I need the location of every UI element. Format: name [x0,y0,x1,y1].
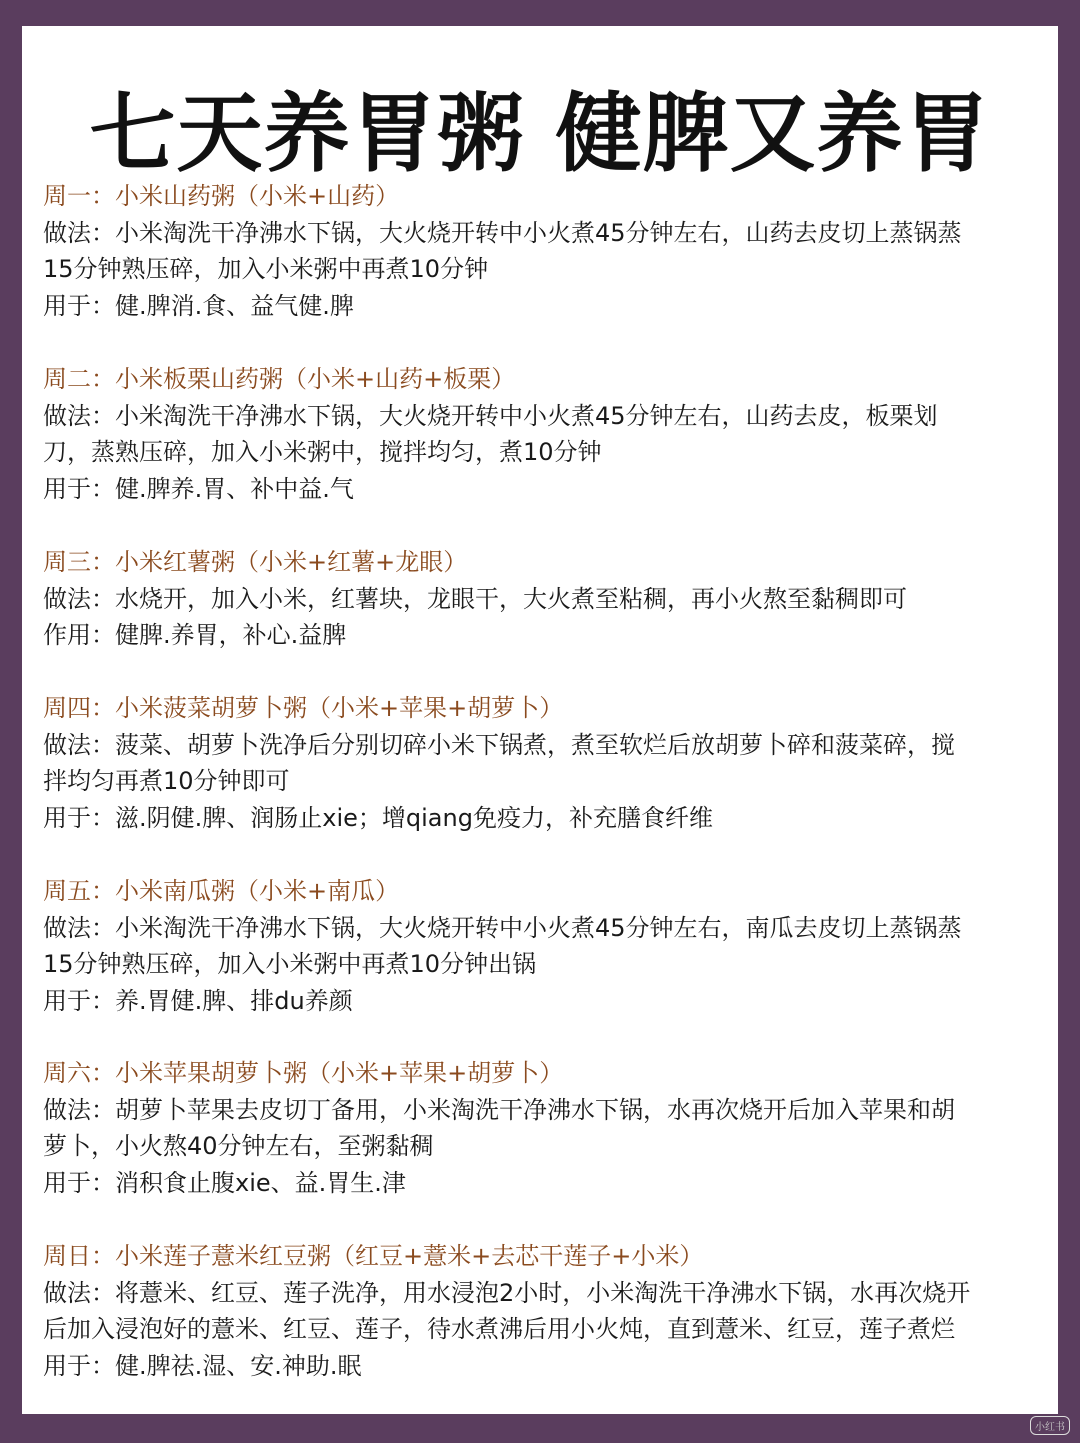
day-monday [43,178,1043,324]
watermark-logo: 小红书 [1030,1416,1070,1435]
day-heading: 周三：小米红薯粥（小米+红薯+龙眼） [43,548,468,576]
usage-line: 用于：健.脾消.食、益气健.脾 [43,291,354,320]
method-line: 做法：水烧开，加入小米，红薯块，龙眼干，大火煮至粘稠，再小火熬至黏稠即可 [43,584,907,613]
usage-line: 用于：健.脾养.胃、补中益.气 [43,474,354,503]
method-line: 拌均匀再煮10分钟即可 [43,767,290,795]
day-heading: 周一：小米山药粥（小米+山药） [43,182,400,210]
day-wednesday [43,544,1043,654]
method-line: 15分钟熟压碎，加入小米粥中再煮10分钟出锅 [43,950,537,978]
day-heading: 周二：小米板栗山药粥（小米+山药+板栗） [43,365,516,393]
day-heading: 周六：小米苹果胡萝卜粥（小米+苹果+胡萝卜） [43,1059,564,1087]
day-heading: 周日：小米莲子薏米红豆粥（红豆+薏米+去芯干莲子+小米） [43,1242,704,1270]
method-line: 刀，蒸熟压碎，加入小米粥中，搅拌均匀，煮10分钟 [43,438,602,466]
method-line: 萝卜，小火熬40分钟左右，至粥黏稠 [43,1132,434,1160]
method-line: 做法：将薏米、红豆、莲子洗净，用水浸泡2小时，小米淘洗干净沸水下锅，水再次烧开 [43,1278,971,1307]
content-card [22,26,1058,1414]
method-line: 后加入浸泡好的薏米、红豆、莲子，待水煮沸后用小火炖，直到薏米、红豆，莲子煮烂 [43,1315,955,1343]
page-title: 七天养胃粥 健脾又养胃 [89,84,991,184]
day-heading: 周五：小米南瓜粥（小米+南瓜） [43,877,400,905]
method-line: 做法：小米淘洗干净沸水下锅，大火烧开转中小火煮45分钟左右，南瓜去皮切上蒸锅蒸 [43,913,962,942]
day-friday [43,873,1043,1019]
day-heading: 周四：小米菠菜胡萝卜粥（小米+苹果+胡萝卜） [43,694,564,722]
usage-line: 作用：健脾.养胃，补心.益脾 [43,621,347,649]
usage-line: 用于：健.脾祛.湿、安.神助.眠 [43,1351,362,1380]
day-saturday [43,1055,1043,1201]
day-sunday [43,1238,1043,1384]
method-line: 做法：小米淘洗干净沸水下锅，大火烧开转中小火煮45分钟左右，山药去皮，板栗划 [43,401,938,430]
method-line: 做法：菠菜、胡萝卜洗净后分别切碎小米下锅煮，煮至软烂后放胡萝卜碎和菠菜碎，搅 [43,730,955,759]
method-line: 做法：胡萝卜苹果去皮切丁备用，小米淘洗干净沸水下锅，水再次烧开后加入苹果和胡 [43,1095,955,1124]
usage-line: 用于：养.胃健.脾、排du养颜 [43,986,353,1015]
method-line: 15分钟熟压碎，加入小米粥中再煮10分钟 [43,255,489,283]
day-tuesday [43,361,1043,507]
day-thursday [43,690,1043,836]
usage-line: 用于：消积食止腹xie、益.胃生.津 [43,1168,406,1197]
usage-line: 用于：滋.阴健.脾、润肠止xie；增qiang免疫力，补充膳食纤维 [43,803,713,832]
method-line: 做法：小米淘洗干净沸水下锅，大火烧开转中小火煮45分钟左右，山药去皮切上蒸锅蒸 [43,218,962,247]
